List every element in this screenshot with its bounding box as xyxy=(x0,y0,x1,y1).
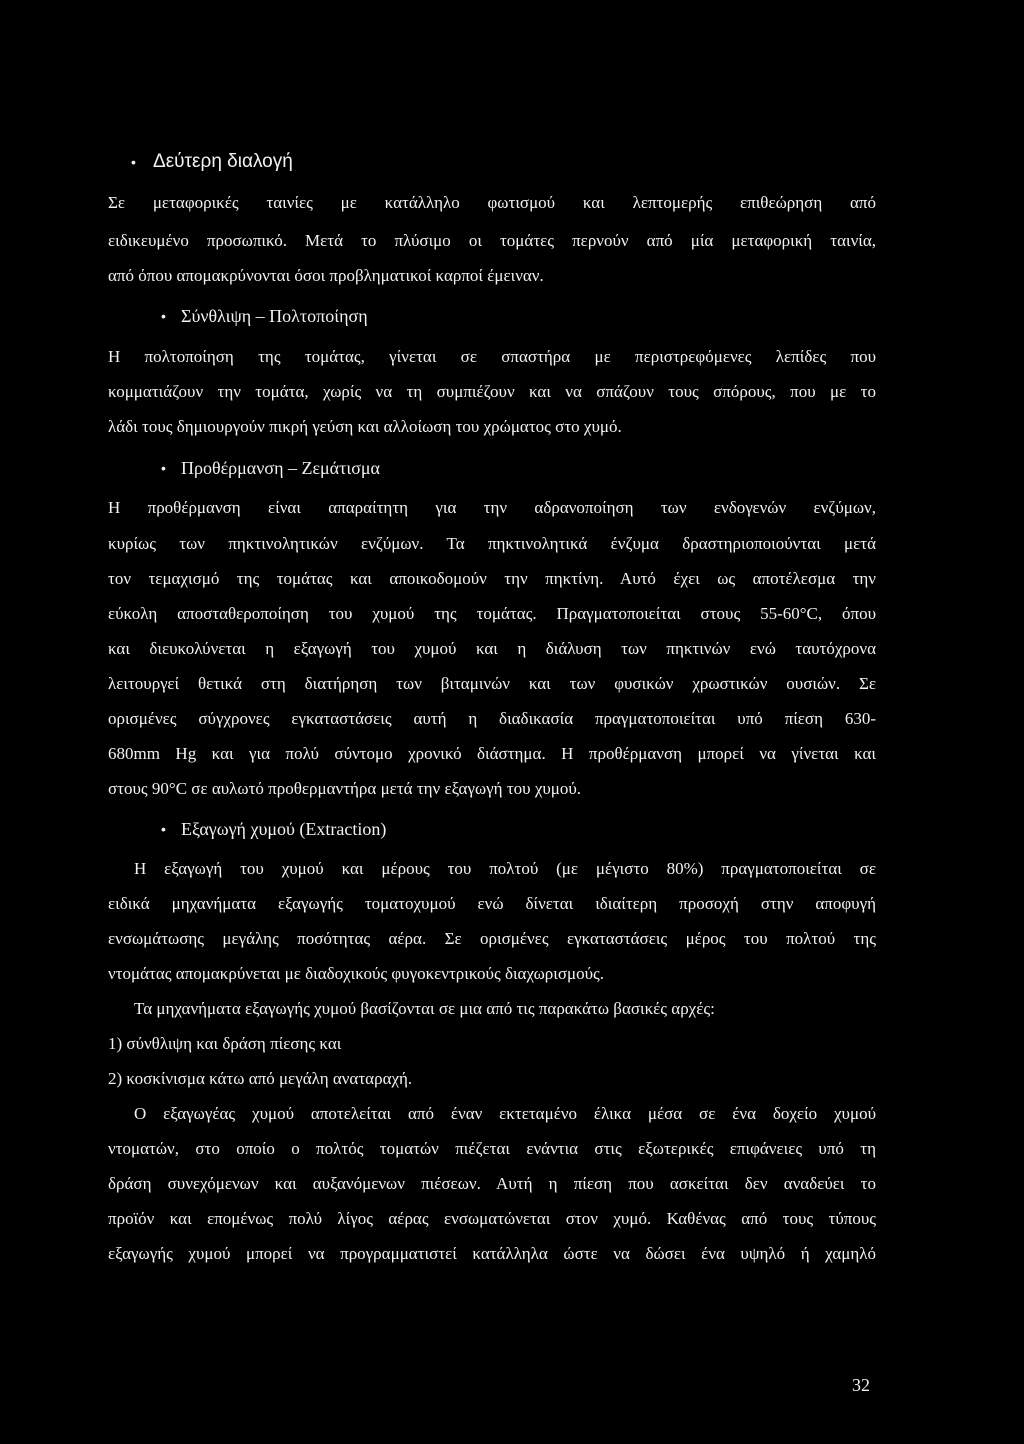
paragraph-line: Η πολτοποίηση της τομάτας, γίνεται σε σπαστήρα με περιστρεφόμενες λεπίδες που xyxy=(108,347,876,366)
section-heading-crushing: Σύνθλιψη – Πολτοποίηση xyxy=(181,306,368,326)
list-item: 1) σύνθλιψη και δράση πίεσης και xyxy=(108,1034,342,1053)
paragraph-line: ειδικευμένο προσωπικό. Μετά το πλύσιμο οι τομάτες περνούν από μία μεταφορική ταινία, xyxy=(108,231,876,250)
bullet-icon: • xyxy=(161,821,166,837)
paragraph-line: ενσωμάτωσης μεγάλης ποσότητας αέρα. Σε ορισμένες εγκαταστάσεις μέρος του πολτού της xyxy=(108,929,876,948)
paragraph-line: τον τεμαχισμό της τομάτας και αποικοδομούν την πηκτίνη. Αυτό έχει ως αποτέλεσμα την xyxy=(108,569,876,588)
paragraph-line: Ο εξαγωγέας χυμού αποτελείται από έναν εκτεταμένο έλικα μέσα σε ένα δοχείο χυμού xyxy=(134,1104,876,1123)
paragraph-line: 680mm Hg και για πολύ σύντομο χρονικό διάστημα. Η προθέρμανση μπορεί να γίνεται και xyxy=(108,744,876,763)
section-heading-preheating: Προθέρμανση – Ζεμάτισμα xyxy=(181,458,380,478)
bullet-icon: • xyxy=(161,460,166,476)
bullet-icon: • xyxy=(131,154,136,170)
paragraph-line: Σε μεταφορικές ταινίες με κατάλληλο φωτισμού και λεπτομερής επιθεώρηση από xyxy=(108,193,876,212)
paragraph-line: ορισμένες σύγχρονες εγκαταστάσεις αυτή η διαδικασία πραγματοποιείται υπό πίεση 630- xyxy=(108,709,876,728)
section-heading-second-sorting: Δεύτερη διαλογή xyxy=(153,151,293,172)
paragraph-line: εξαγωγής χυμού μπορεί να προγραμματιστεί κατάλληλα ώστε να δώσει ένα υψηλό ή χαμηλό xyxy=(108,1244,876,1263)
paragraph-line: προϊόν και επομένως πολύ λίγος αέρας ενσωματώνεται στον χυμό. Καθένας από τους τύπους xyxy=(108,1209,876,1228)
paragraph-line: λάδι τους δημιουργούν πικρή γεύση και αλλοίωση του χρώματος στο χυμό. xyxy=(108,417,622,436)
paragraph-line: Τα μηχανήματα εξαγωγής χυμού βασίζονται σε μια από τις παρακάτω βασικές αρχές: xyxy=(134,999,715,1018)
paragraph-line: κομματιάζουν την τομάτα, χωρίς να τη συμπιέζουν και να σπάζουν τους σπόρους, που με το xyxy=(108,382,876,401)
list-item: 2) κοσκίνισμα κάτω από μεγάλη αναταραχή. xyxy=(108,1069,413,1088)
paragraph-line: ειδικά μηχανήματα εξαγωγής τοματοχυμού ενώ δίνεται ιδιαίτερη προσοχή στην αποφυγή xyxy=(108,894,876,913)
paragraph-line: στους 90°C σε αυλωτό προθερμαντήρα μετά την εξαγωγή του χυμού. xyxy=(108,779,582,798)
paragraph-line: και διευκολύνεται η εξαγωγή του χυμού και η διάλυση των πηκτινών ενώ ταυτόχρονα xyxy=(108,639,876,658)
paragraph-line: ντομάτας απομακρύνεται με διαδοχικούς φυγοκεντρικούς διαχωρισμούς. xyxy=(108,964,605,983)
paragraph-line: λειτουργεί θετικά στη διατήρηση των βιταμινών και των φυσικών χρωστικών ουσιών. Σε xyxy=(108,674,876,693)
paragraph-line: ντοματών, στο οποίο ο πολτός τοματών πιέζεται ενάντια στις εξωτερικές επιφάνειες υπό τη xyxy=(108,1139,876,1158)
paragraph-line: από όπου απομακρύνονται όσοι προβληματικοί καρποί έμειναν. xyxy=(108,266,544,285)
paragraph-line: εύκολη αποσταθεροποίηση του χυμού της τομάτας. Πραγματοποιείται στους 55-60°C, όπου xyxy=(108,604,876,623)
paragraph-line: Η προθέρμανση είναι απαραίτητη για την αδρανοποίηση των ενδογενών ενζύμων, xyxy=(108,498,876,517)
paragraph-line: κυρίως των πηκτινολητικών ενζύμων. Τα πηκτινολητικά ένζυμα δραστηριοποιούνται μετά xyxy=(108,534,876,553)
paragraph-line: δράση συνεχόμενων και αυξανόμενων πιέσεων. Αυτή η πίεση που ασκείται δεν αναδεύει το xyxy=(108,1174,876,1193)
paragraph-line: Η εξαγωγή του χυμού και μέρους του πολτού (με μέγιστο 80%) πραγματοποιείται σε xyxy=(134,859,876,878)
bullet-icon: • xyxy=(161,308,166,324)
section-heading-extraction: Εξαγωγή χυμού (Extraction) xyxy=(181,819,387,839)
page-number: 32 xyxy=(852,1375,870,1395)
